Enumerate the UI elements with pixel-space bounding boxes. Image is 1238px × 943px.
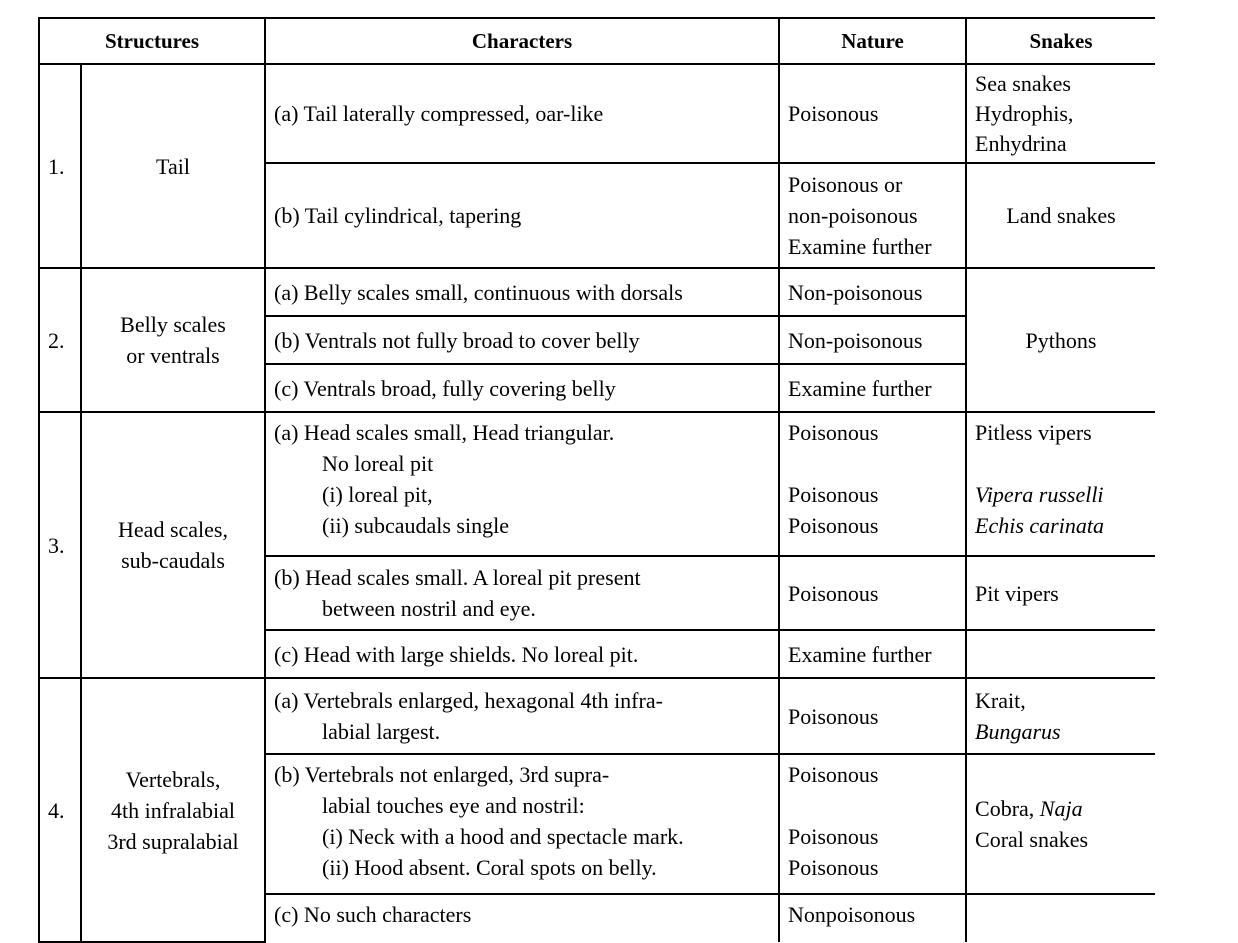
character-cell <box>265 894 779 942</box>
snake-text: Cobra, <box>975 796 1040 821</box>
nature-line: Poisonous <box>788 703 879 729</box>
snakes-cell <box>966 678 1155 754</box>
snake-line: Coral snakes <box>975 827 1089 852</box>
nature-cell <box>779 412 966 556</box>
structure-cell <box>81 678 265 942</box>
character-cell <box>265 64 779 163</box>
nature-line: Poisonous <box>788 580 879 606</box>
nature-line: Poisonous <box>788 482 879 507</box>
character-line: (a) Belly scales small, continuous with dorsals <box>274 279 683 305</box>
header-characters: Characters <box>265 18 779 64</box>
nature-cell <box>779 678 966 754</box>
nature-cell <box>779 556 966 630</box>
group-number: 2. <box>39 268 81 412</box>
nature-cell <box>779 754 966 894</box>
character-line: (a) Head scales small, Head triangular. <box>274 420 615 445</box>
structure-line: or ventrals <box>126 343 220 368</box>
nature-line: Poisonous or <box>788 172 903 197</box>
character-line: between nostril and eye. <box>322 596 536 621</box>
header-structures: Structures <box>39 18 265 64</box>
nature-line: Nonpoisonous <box>788 902 916 927</box>
character-line: (b) Tail cylindrical, tapering <box>274 203 522 228</box>
nature-line: Poisonous <box>788 762 879 787</box>
character-cell <box>265 754 779 894</box>
header-nature: Nature <box>779 18 966 64</box>
nature-line: Non-poisonous <box>788 327 923 353</box>
nature-line: Examine further <box>788 641 932 667</box>
character-cell <box>265 268 779 316</box>
snake-line: Bungarus <box>975 719 1061 744</box>
header-snakes: Snakes <box>966 18 1155 64</box>
group-number: 4. <box>39 678 81 942</box>
nature-line: Poisonous <box>788 824 879 849</box>
character-cell <box>265 630 779 678</box>
snake-line-cobra <box>975 793 1147 824</box>
character-line: (i) Neck with a hood and spectacle mark. <box>322 824 684 849</box>
snake-line: Pit vipers <box>975 580 1059 606</box>
character-line: (b) Vertebrals not enlarged, 3rd supra- <box>274 762 610 787</box>
snakes-cell <box>966 163 1155 268</box>
structure-line: Tail <box>156 153 190 179</box>
structure-cell <box>81 64 265 268</box>
nature-line: Poisonous <box>788 101 879 126</box>
table-row <box>39 268 1155 316</box>
group-number: 3. <box>39 412 81 678</box>
spacer <box>975 448 1147 479</box>
snake-line: Enhydrina <box>975 130 1067 156</box>
nature-line: non-poisonous <box>788 203 918 228</box>
snakes-cell <box>966 412 1155 556</box>
character-cell <box>265 163 779 268</box>
snake-line: Hydrophis, <box>975 100 1074 126</box>
structure-cell <box>81 268 265 412</box>
nature-cell <box>779 316 966 364</box>
snake-line: Land snakes <box>1006 203 1116 228</box>
character-line: (a) Tail laterally compressed, oar-like <box>274 101 604 126</box>
nature-line: Poisonous <box>788 513 879 538</box>
character-line: (c) No such characters <box>274 902 472 927</box>
character-cell <box>265 412 779 556</box>
structure-line: Vertebrals, <box>125 766 221 792</box>
table-row <box>39 64 1155 163</box>
nature-cell <box>779 64 966 163</box>
character-line: labial touches eye and nostril: <box>322 793 585 818</box>
structure-line: Belly scales <box>120 312 226 337</box>
nature-cell <box>779 894 966 942</box>
character-line: (b) Head scales small. A loreal pit present <box>274 565 641 590</box>
snakes-cell <box>966 630 1155 678</box>
snakes-cell <box>966 268 1155 412</box>
header-row <box>39 18 1155 64</box>
character-cell <box>265 316 779 364</box>
table-row <box>39 678 1155 754</box>
snake-line: Pitless vipers <box>975 420 1092 445</box>
character-line: (i) loreal pit, <box>322 482 433 507</box>
snakes-cell <box>966 894 1155 942</box>
character-line: (c) Head with large shields. No loreal pit. <box>274 641 639 667</box>
character-line: (ii) Hood absent. Coral spots on belly. <box>322 855 657 880</box>
structure-line: 3rd supralabial <box>107 828 239 854</box>
snake-line: Vipera russelli <box>975 482 1104 507</box>
snakes-cell <box>966 754 1155 894</box>
snake-identification-table <box>38 17 1155 943</box>
snakes-cell <box>966 64 1155 163</box>
snake-genus: Naja <box>1039 796 1083 821</box>
spacer <box>788 448 957 479</box>
nature-line: Examine further <box>788 375 932 401</box>
nature-cell <box>779 364 966 412</box>
character-line: No loreal pit <box>322 451 434 476</box>
snake-line: Sea snakes <box>975 70 1071 96</box>
nature-line: Non-poisonous <box>788 279 923 305</box>
nature-line: Poisonous <box>788 420 879 445</box>
character-line: (ii) subcaudals single <box>322 513 509 538</box>
table-row <box>39 412 1155 556</box>
structure-line: sub-caudals <box>121 548 225 573</box>
character-line: labial largest. <box>322 719 441 744</box>
nature-line: Poisonous <box>788 855 879 880</box>
snakes-cell <box>966 556 1155 630</box>
snake-line: Krait, <box>975 688 1026 713</box>
character-cell <box>265 364 779 412</box>
snake-line: Pythons <box>1025 327 1097 353</box>
character-line: (c) Ventrals broad, fully covering belly <box>274 375 616 401</box>
structure-line: Head scales, <box>118 517 228 542</box>
nature-cell <box>779 163 966 268</box>
character-line: (b) Ventrals not fully broad to cover belly <box>274 327 640 353</box>
spacer <box>788 790 957 821</box>
character-cell <box>265 556 779 630</box>
nature-cell <box>779 630 966 678</box>
structure-line: 4th infralabial <box>111 797 236 823</box>
nature-cell <box>779 268 966 316</box>
nature-line: Examine further <box>788 234 932 259</box>
character-line: (a) Vertebrals enlarged, hexagonal 4th infra- <box>274 688 663 713</box>
group-number: 1. <box>39 64 81 268</box>
character-cell <box>265 678 779 754</box>
snake-line: Echis carinata <box>975 513 1104 538</box>
structure-cell <box>81 412 265 678</box>
